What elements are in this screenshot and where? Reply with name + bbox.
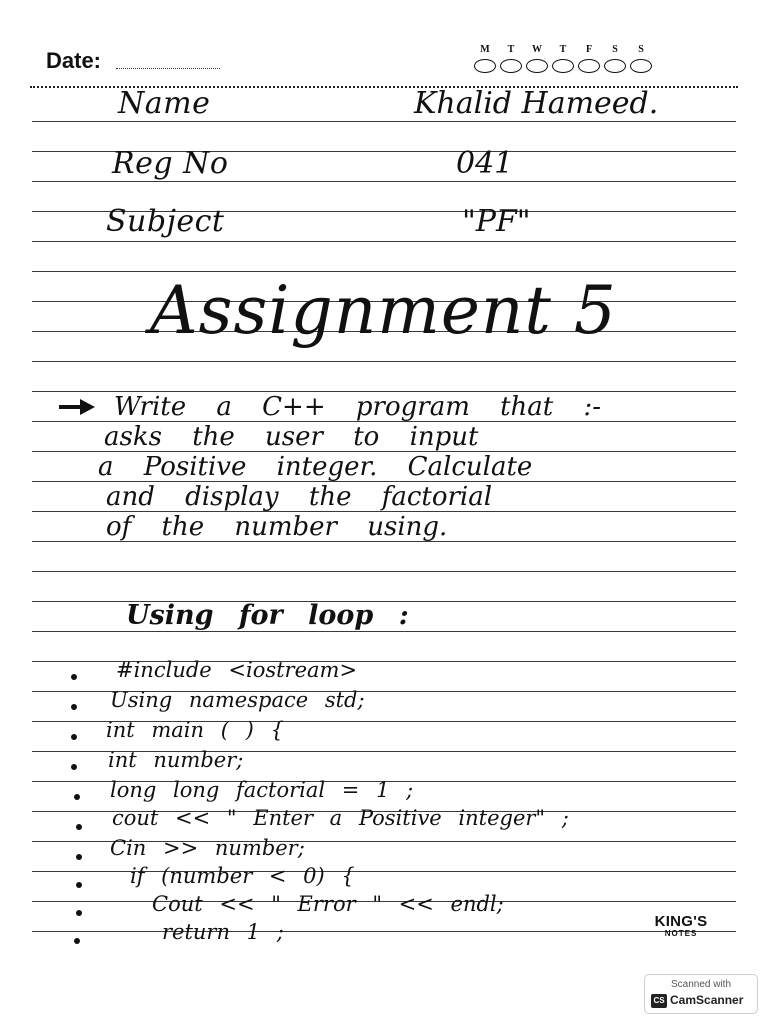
assignment-title: Assignment 5 [150, 272, 617, 349]
bullet-dot [71, 764, 77, 770]
bullet-dot [76, 910, 82, 916]
camscanner-icon: CS [651, 994, 667, 1008]
date-line [116, 68, 220, 69]
code-line: #include <iostream> [116, 658, 358, 682]
ruled-line [32, 121, 736, 122]
section-heading: Using for loop : [126, 600, 409, 631]
ruled-line [32, 361, 736, 362]
logo-line: NOTES [664, 929, 698, 938]
day-oval [552, 59, 574, 73]
question-line: a Positive integer. Calculate [98, 452, 533, 482]
camscanner-brand: CamScanner [670, 993, 744, 1007]
day-letter: W [532, 44, 542, 55]
reg-no-value: 041 [456, 146, 514, 181]
ruled-line [32, 241, 736, 242]
day-oval [526, 59, 548, 73]
code-line: cout << " Enter a Positive integer" ; [112, 806, 569, 830]
scanned-with-caption: Scanned with [670, 979, 732, 990]
day-oval [604, 59, 626, 73]
ruled-line [32, 631, 736, 632]
bullet-dot [71, 734, 77, 740]
bullet-dot [74, 938, 80, 944]
day-letter: T [559, 44, 567, 55]
question-line: and display the factorial [106, 482, 493, 512]
day-oval [500, 59, 522, 73]
bullet-dot [76, 882, 82, 888]
question-line: of the number using. [106, 512, 448, 542]
name-label: Name [118, 86, 211, 121]
ruled-line [32, 931, 736, 932]
bullet-dot [76, 854, 82, 860]
question-line: asks the user to input [104, 422, 479, 452]
code-line: Cout << " Error " << endl; [152, 892, 504, 916]
code-line: Cin >> number; [110, 836, 305, 860]
reg-no-label: Reg No [112, 146, 229, 181]
date-label: Date: [46, 48, 102, 73]
camscanner-watermark [644, 974, 758, 1014]
question-line: Write a C++ program that :- [114, 392, 602, 422]
bullet-dot [74, 794, 80, 800]
kings-notes-logo [651, 914, 711, 938]
code-line: return 1 ; [162, 920, 284, 944]
ruled-line [32, 181, 736, 182]
weekday-selector [472, 44, 656, 78]
code-line: if (number < 0) { [130, 864, 355, 888]
subject-value: "PF" [462, 204, 531, 239]
subject-label: Subject [106, 204, 225, 239]
name-value: Khalid Hameed. [414, 86, 659, 121]
day-letter: T [507, 44, 515, 55]
bullet-dot [76, 824, 82, 830]
code-line: Using namespace std; [110, 688, 365, 712]
bullet-dot [71, 674, 77, 680]
logo-line: KING'S [654, 913, 708, 930]
day-letter: M [480, 44, 490, 55]
day-oval [474, 59, 496, 73]
ruled-line [32, 571, 736, 572]
day-oval [630, 59, 652, 73]
code-line: int main ( ) { [106, 718, 284, 742]
arrow-right-icon [58, 398, 96, 416]
day-oval [578, 59, 600, 73]
code-line: int number; [108, 748, 244, 772]
day-letter: S [638, 44, 644, 55]
bullet-dot [71, 704, 77, 710]
day-letter: F [585, 44, 593, 55]
code-line: long long factorial = 1 ; [110, 778, 414, 802]
day-letter: S [612, 44, 618, 55]
